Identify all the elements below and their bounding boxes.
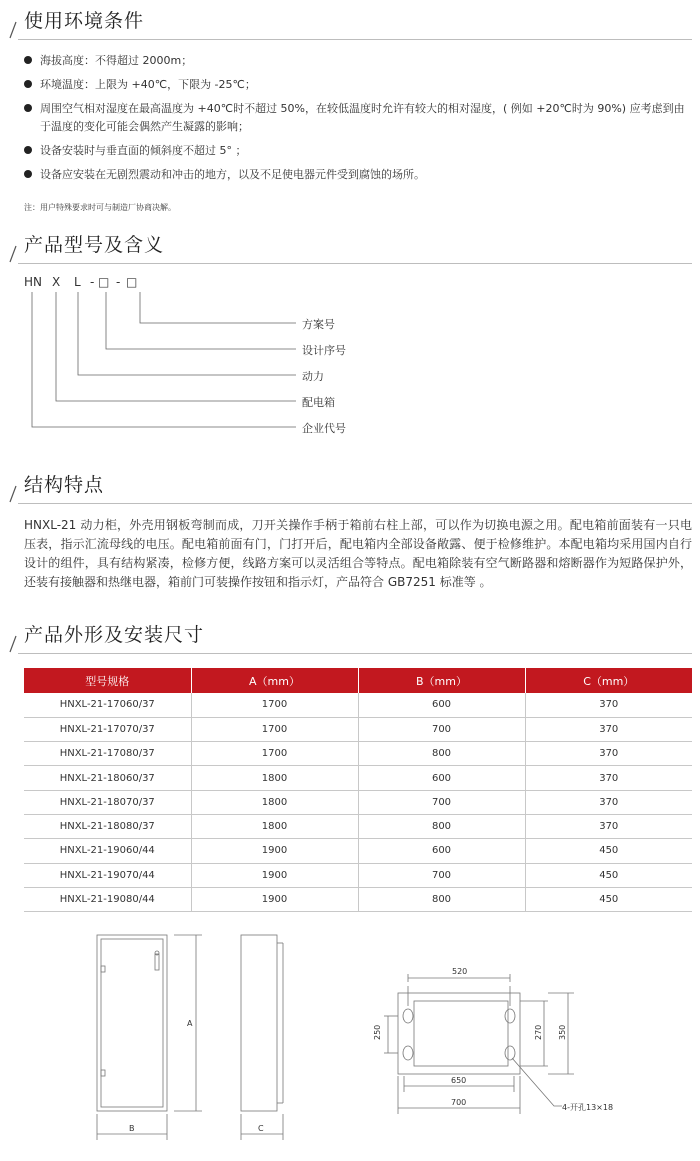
list-item xyxy=(24,52,694,70)
table-cell: 1700 xyxy=(191,717,358,741)
table-cell: 450 xyxy=(525,863,692,887)
table-cell: HNXL-21-19070/44 xyxy=(24,863,191,887)
table-row xyxy=(24,766,692,790)
table-cell: 370 xyxy=(525,717,692,741)
table-cell: 450 xyxy=(525,887,692,911)
table-cell: 700 xyxy=(358,790,525,814)
table-header: B（mm） xyxy=(358,668,525,693)
table-row xyxy=(24,742,692,766)
table-cell: 800 xyxy=(358,814,525,838)
dim-250: 250 xyxy=(373,1024,382,1040)
table-header-row xyxy=(24,668,692,693)
installation-drawing xyxy=(0,920,700,1161)
slash-icon xyxy=(8,634,18,654)
list-item-text: 周围空气相对湿度在最高温度为 +40℃时不超过 50%，在较低温度时允许有较大的相对湿度，( 例如 +20℃时为 90%) 应考虑到由于温度的变化可能会偶然产生凝露的影响； xyxy=(40,102,685,133)
table-cell: 1700 xyxy=(191,693,358,717)
dim-b: B xyxy=(129,1124,135,1133)
divider xyxy=(18,39,692,40)
table-row xyxy=(24,717,692,741)
cabinet-front xyxy=(97,935,167,1111)
dim-700: 700 xyxy=(451,1098,467,1107)
table-cell: HNXL-21-17080/37 xyxy=(24,742,191,766)
list-item-text: 海拔高度：不得超过 2000m； xyxy=(40,54,193,67)
list-item xyxy=(24,142,694,160)
dim-520: 520 xyxy=(452,967,468,976)
slash-icon xyxy=(8,244,18,264)
base-plan xyxy=(398,993,520,1074)
meaning-item: 设计序号 xyxy=(302,344,346,357)
section-heading: 产品型号及含义 xyxy=(24,234,165,256)
dim-270: 270 xyxy=(534,1024,543,1040)
list-item-text: 设备应安装在无剧烈震动和冲击的地方，以及不足使电器元件受到腐蚀的场所。 xyxy=(40,168,425,181)
table-cell: 370 xyxy=(525,814,692,838)
env-note: 注：用户特殊要求时可与制造厂协商决解。 xyxy=(24,203,176,212)
code-box1: □ xyxy=(98,275,110,289)
leader-line xyxy=(78,292,296,375)
hinge xyxy=(101,966,105,972)
divider xyxy=(18,503,692,504)
table-cell: 1900 xyxy=(191,887,358,911)
table-row xyxy=(24,814,692,838)
handle-knob xyxy=(155,951,159,955)
list-item-text: 环境温度：上限为 +40℃，下限为 -25℃； xyxy=(40,78,256,91)
dim-c: C xyxy=(258,1124,264,1133)
leader-line xyxy=(56,292,296,401)
dim-650: 650 xyxy=(451,1076,467,1085)
dim-a: A xyxy=(187,1019,193,1028)
bullet-icon xyxy=(24,104,32,112)
cabinet-door xyxy=(101,939,163,1107)
table-row xyxy=(24,887,692,911)
table-cell: 800 xyxy=(358,742,525,766)
env-list xyxy=(24,52,694,190)
bullet-icon xyxy=(24,56,32,64)
hinge xyxy=(101,1070,105,1076)
bullet-icon xyxy=(24,170,32,178)
code-l: L xyxy=(74,275,81,289)
dim-350: 350 xyxy=(558,1024,567,1040)
table-row xyxy=(24,839,692,863)
table-cell: 1900 xyxy=(191,863,358,887)
meaning-item: 方案号 xyxy=(302,318,335,331)
mount-hole xyxy=(505,1009,515,1023)
section-title-structure xyxy=(0,470,700,504)
section-heading: 使用环境条件 xyxy=(24,10,145,32)
table-cell: 370 xyxy=(525,790,692,814)
table-cell: 370 xyxy=(525,693,692,717)
section-title-dims xyxy=(0,620,700,654)
table-cell: 600 xyxy=(358,766,525,790)
meaning-item: 动力 xyxy=(302,370,324,383)
table-cell: 1800 xyxy=(191,766,358,790)
list-item xyxy=(24,76,694,94)
table-cell: 370 xyxy=(525,742,692,766)
meaning-item: 企业代号 xyxy=(302,422,346,435)
table-cell: 700 xyxy=(358,863,525,887)
slash-icon xyxy=(8,484,18,504)
table-row xyxy=(24,693,692,717)
table-row xyxy=(24,790,692,814)
slash-icon xyxy=(8,20,18,40)
table-cell: 450 xyxy=(525,839,692,863)
mount-hole xyxy=(403,1046,413,1060)
code-hn: HN xyxy=(24,275,42,289)
table-cell: HNXL-21-17060/37 xyxy=(24,693,191,717)
code-box2: □ xyxy=(126,275,138,289)
table-cell: HNXL-21-19080/44 xyxy=(24,887,191,911)
section-heading: 产品外形及安装尺寸 xyxy=(24,624,205,646)
list-item xyxy=(24,100,694,136)
bullet-icon xyxy=(24,80,32,88)
dimensions-table xyxy=(24,668,692,912)
table-header: 型号规格 xyxy=(24,668,191,693)
mount-hole xyxy=(403,1009,413,1023)
code-x: X xyxy=(52,275,61,289)
divider xyxy=(18,653,692,654)
table-row xyxy=(24,863,692,887)
cabinet-side xyxy=(241,935,277,1111)
meaning-item: 配电箱 xyxy=(302,396,335,409)
table-cell: 1800 xyxy=(191,790,358,814)
table-cell: 1700 xyxy=(191,742,358,766)
table-cell: HNXL-21-19060/44 xyxy=(24,839,191,863)
table-cell: 370 xyxy=(525,766,692,790)
list-item-text: 设备安装时与垂直面的倾斜度不超过 5° ； xyxy=(40,144,247,157)
code-dash1: - xyxy=(90,275,95,289)
bullet-icon xyxy=(24,146,32,154)
leader-line xyxy=(140,292,296,323)
table-header: A（mm） xyxy=(191,668,358,693)
mount-hole xyxy=(505,1046,515,1060)
list-item xyxy=(24,166,694,184)
table-cell: 700 xyxy=(358,717,525,741)
table-cell: 1800 xyxy=(191,814,358,838)
table-cell: 1900 xyxy=(191,839,358,863)
section-title-model xyxy=(0,230,700,264)
table-cell: HNXL-21-18060/37 xyxy=(24,766,191,790)
table-cell: HNXL-21-18080/37 xyxy=(24,814,191,838)
code-dash2: - xyxy=(116,275,121,289)
leader-line xyxy=(32,292,296,427)
table-cell: 600 xyxy=(358,839,525,863)
handle xyxy=(155,954,159,970)
table-cell: 600 xyxy=(358,693,525,717)
section-title-env xyxy=(0,6,700,40)
section-heading: 结构特点 xyxy=(24,474,105,496)
structure-paragraph: HNXL-21 动力柜，外壳用钢板弯制而成，刀开关操作手柄于箱前右柱上部，可以作为切换电源之用。配电箱前面装有一只电压表，指示汇流母线的电压。配电箱前面有门，门打开后，配电箱内全部设备敞露、便于检修维护。本配电箱均采用国内自行设计的组件，具有结构紧凑，检修方便，线路方案可以灵活组合等特点。配电箱除装有空气断路器和熔断器作为短路保护外，还装有接触器和热继电器，箱前门可装操作按钮和指示灯，产品符合 GB7251 标准等 。 xyxy=(24,518,692,589)
leader-line xyxy=(106,292,296,349)
table-cell: HNXL-21-17070/37 xyxy=(24,717,191,741)
table-cell: 800 xyxy=(358,887,525,911)
table-header: C（mm） xyxy=(525,668,692,693)
holes-note: 4-开孔13×18 xyxy=(562,1103,614,1112)
divider xyxy=(18,263,692,264)
table-cell: HNXL-21-18070/37 xyxy=(24,790,191,814)
base-inner xyxy=(414,1001,508,1066)
model-code-diagram xyxy=(0,270,700,440)
